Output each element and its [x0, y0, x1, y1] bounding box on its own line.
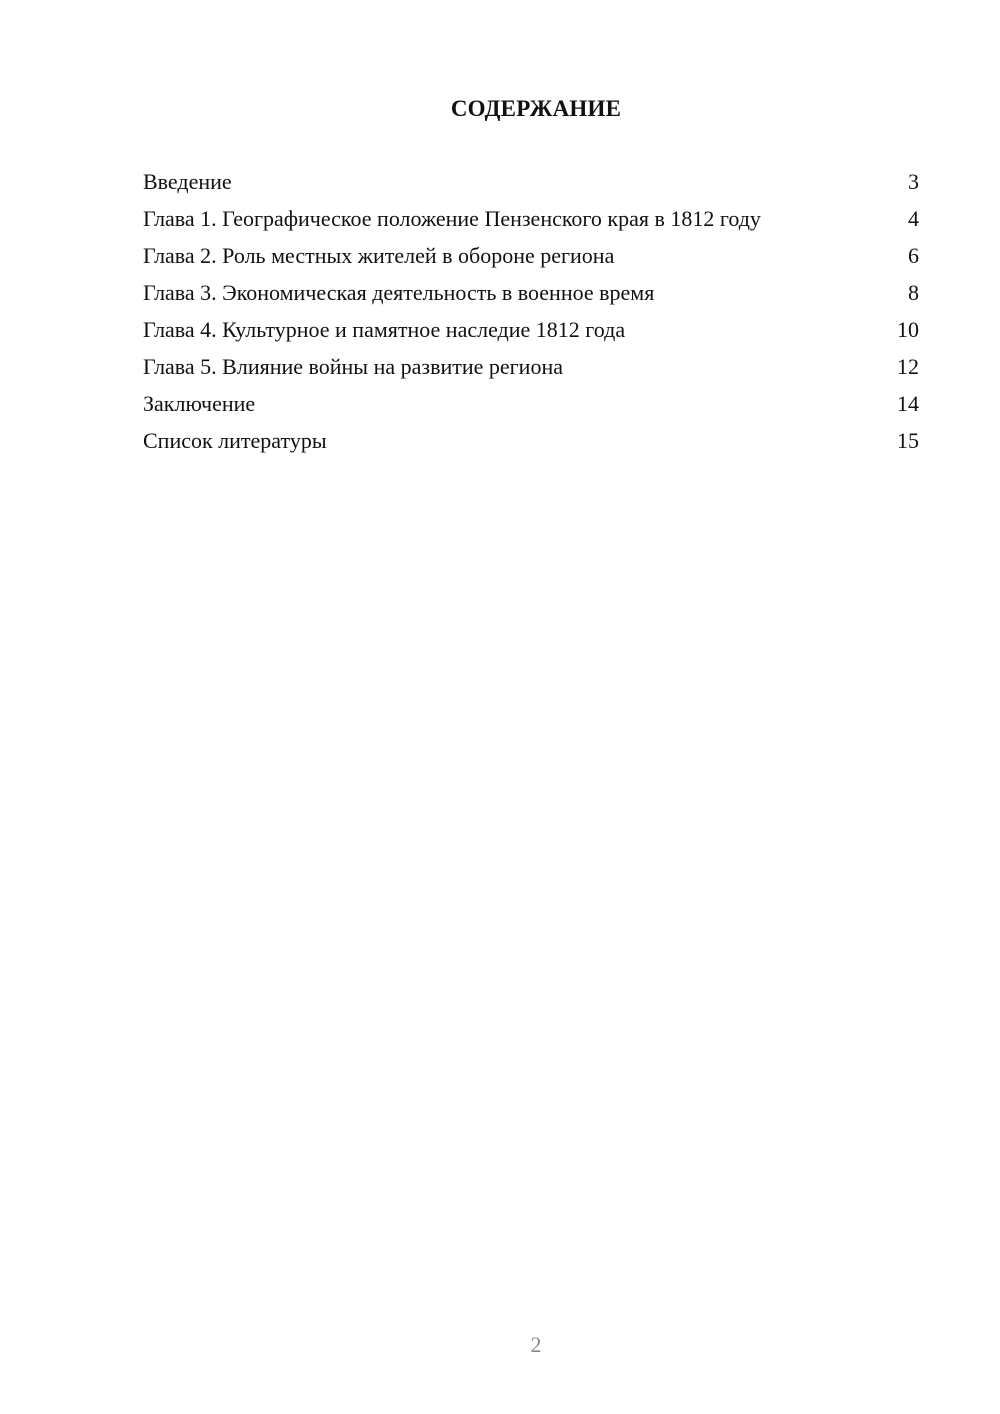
toc-entry-page: 3 [908, 169, 919, 194]
document-title: СОДЕРЖАНИЕ [450, 96, 622, 121]
toc-entry-chapter-4[interactable] [143, 316, 919, 343]
toc-entry-chapter-5[interactable] [143, 353, 919, 380]
toc-entry-chapter-1[interactable] [143, 205, 919, 232]
page-number: 2 [530, 1332, 542, 1357]
toc-entry-page: 14 [897, 391, 919, 416]
toc-entry-label: Глава 3. Экономическая деятельность в военное время [143, 280, 655, 305]
toc-entry-page: 15 [897, 428, 919, 453]
toc-entry-label: Список литературы [143, 428, 327, 453]
toc-entry-page: 10 [897, 317, 919, 342]
toc-entry-page: 12 [897, 354, 919, 379]
toc-entry-chapter-2[interactable] [143, 242, 919, 269]
toc-entry-label: Глава 2. Роль местных жителей в обороне региона [143, 243, 615, 268]
toc-entry-page: 8 [908, 280, 919, 305]
toc-entry-bibliography[interactable] [143, 427, 919, 454]
toc-entry-page: 4 [908, 206, 919, 231]
toc-entry-label: Глава 4. Культурное и памятное наследие 1812 года [143, 317, 626, 342]
toc-entry-chapter-3[interactable] [143, 279, 919, 306]
table-of-contents [143, 168, 919, 464]
toc-entry-page: 6 [908, 243, 919, 268]
toc-entry-introduction[interactable] [143, 168, 919, 195]
toc-entry-label: Заключение [143, 391, 256, 416]
toc-entry-label: Глава 1. Географическое положение Пензенского края в 1812 году [143, 206, 761, 231]
toc-entry-label: Глава 5. Влияние войны на развитие региона [143, 354, 563, 379]
toc-entry-label: Введение [143, 169, 232, 194]
toc-entry-conclusion[interactable] [143, 390, 919, 417]
